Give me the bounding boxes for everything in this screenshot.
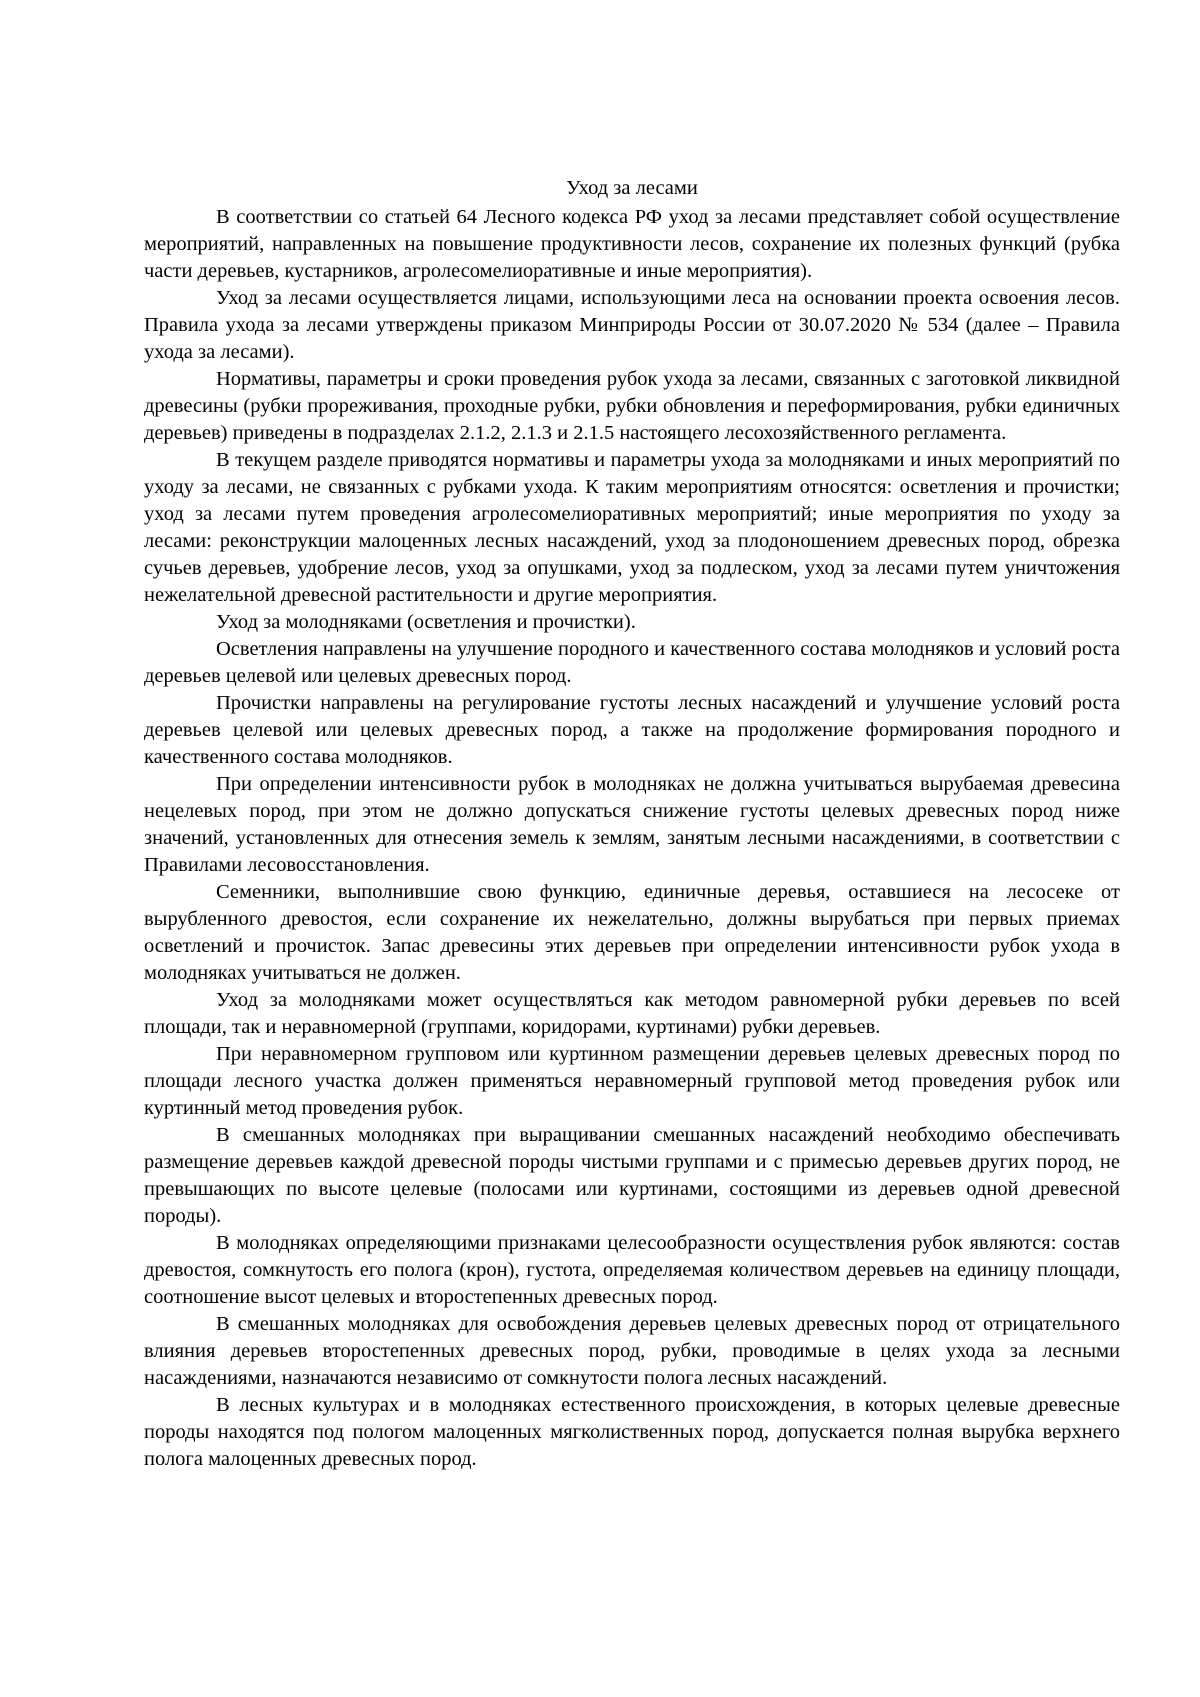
paragraph-14: В смешанных молодняках для освобождения деревьев целевых древесных пород от отрицательного влияния деревьев второстепенных древесных пород, рубки, проводимые в целях ухода за лесными насаждениями, назначаются независимо от сомкнутости полога лесных насаждений.	[144, 1313, 1120, 1389]
paragraph-3: Нормативы, параметры и сроки проведения рубок ухода за лесами, связанных с заготовкой ликвидной древесины (рубки прореживания, проходные рубки, рубки обновления и переформирования, рубки единичных деревьев) приведены в подразделах 2.1.2, 2.1.3 и 2.1.5 настоящего лесохозяйственного регламента.	[144, 368, 1120, 444]
paragraph-11: При неравномерном групповом или куртинном размещении деревьев целевых древесных пород по площади лесного участка должен применяться неравномерный групповой метод проведения рубок или куртинный метод проведения рубок.	[144, 1043, 1120, 1119]
paragraph-15: В лесных культурах и в молодняках естественного происхождения, в которых целевые древесные породы находятся под пологом малоценных мягколиственных пород, допускается полная вырубка верхнего полога малоценных древесных пород.	[144, 1394, 1120, 1470]
paragraph-9: Семенники, выполнившие свою функцию, единичные деревья, оставшиеся на лесосеке от вырубленного древостоя, если сохранение их нежелательно, должны вырубаться при первых приемах осветлений и прочисток. Запас древесины этих деревьев при определении интенсивности рубок ухода в молодняках учитываться не должен.	[144, 881, 1120, 984]
paragraph-13: В молодняках определяющими признаками целесообразности осуществления рубок являются: состав древостоя, сомкнутость его полога (крон), густота, определяемая количеством деревьев на единицу площади, соотношение высот целевых и второстепенных древесных пород.	[144, 1232, 1120, 1308]
paragraph-7: Прочистки направлены на регулирование густоты лесных насаждений и улучшение условий роста деревьев целевой или целевых древесных пород, а также на продолжение формирования породного и качественного состава молодняков.	[144, 692, 1120, 768]
paragraph-5: Уход за молодняками (осветления и прочистки).	[216, 611, 636, 633]
document-page	[144, 176, 1120, 1473]
paragraph-6: Осветления направлены на улучшение породного и качественного состава молодняков и условий роста деревьев целевой или целевых древесных пород.	[144, 638, 1120, 687]
paragraph-2: Уход за лесами осуществляется лицами, использующими леса на основании проекта освоения лесов. Правила ухода за лесами утверждены приказом Минприроды России от 30.07.2020 № 534 (далее – Правила ухода за лесами).	[144, 287, 1120, 363]
paragraph-1: В соответствии со статьей 64 Лесного кодекса РФ уход за лесами представляет собой осуществление мероприятий, направленных на повышение продуктивности лесов, сохранение их полезных функций (рубка части деревьев, кустарников, агролесомелиоративные и иные мероприятия).	[144, 206, 1120, 282]
paragraph-10: Уход за молодняками может осуществляться как методом равномерной рубки деревьев по всей площади, так и неравномерной (группами, коридорами, куртинами) рубки деревьев.	[144, 989, 1120, 1038]
paragraph-12: В смешанных молодняках при выращивании смешанных насаждений необходимо обеспечивать размещение деревьев каждой древесной породы чистыми группами и с примесью деревьев других пород, не превышающих по высоте целевые (полосами или куртинами, состоящими из деревьев одной древесной породы).	[144, 1124, 1120, 1227]
paragraph-4: В текущем разделе приводятся нормативы и параметры ухода за молодняками и иных мероприятий по уходу за лесами, не связанных с рубками ухода. К таким мероприятиям относятся: осветления и прочистки; уход за лесами путем проведения агролесомелиоративных мероприятий; иные мероприятия по уходу за лесами: реконструкции малоценных лесных насаждений, уход за плодоношением древесных пород, обрезка сучьев деревьев, удобрение лесов, уход за опушками, уход за подлеском, уход за лесами путем уничтожения нежелательной древесной растительности и другие мероприятия.	[144, 449, 1120, 606]
document-title: Уход за лесами	[566, 177, 698, 199]
paragraph-8: При определении интенсивности рубок в молодняках не должна учитываться вырубаемая древесина нецелевых пород, при этом не должно допускаться снижение густоты целевых древесных пород ниже значений, установленных для отнесения земель к землям, занятым лесными насаждениями, в соответствии с Правилами лесовосстановления.	[144, 773, 1120, 876]
